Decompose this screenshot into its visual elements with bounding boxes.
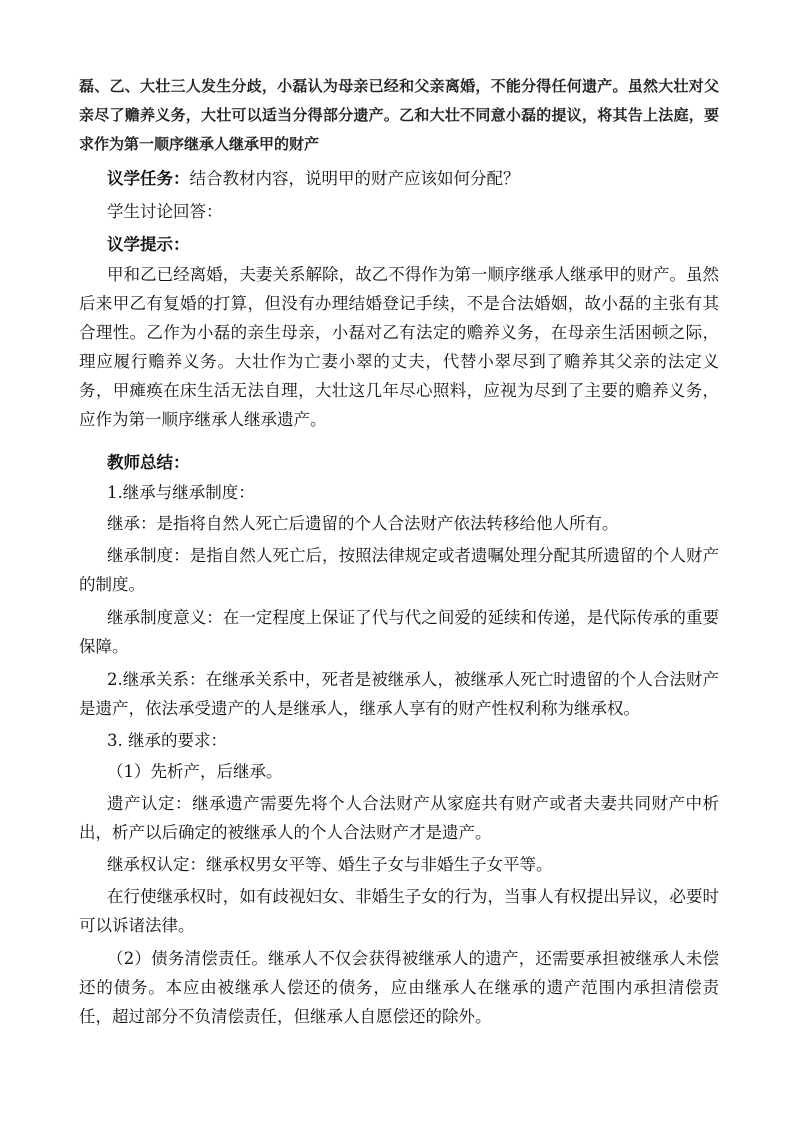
inheritance-system-definition: 继承制度：是指自然人死亡后，按照法律规定或者遗嘱处理分配其所遗留的个人财产的制度。: [79, 546, 719, 594]
inheritance-definition: 继承：是指将自然人死亡后遗留的个人合法财产依法转移给他人所有。: [107, 514, 619, 533]
requirement-1: （1）先析产，后继承。: [107, 762, 283, 781]
task-paragraph: [79, 165, 719, 192]
hint-label: 议学提示：: [107, 235, 190, 254]
section-1-heading: 1.继承与继承制度：: [107, 483, 255, 502]
task-label: 议学任务：: [107, 169, 190, 188]
inheritance-right-identification: 继承权认定：继承权男女平等、婚生子女与非婚生子女平等。: [107, 855, 553, 874]
section-3-heading: 3. 继承的要求：: [107, 731, 227, 750]
hint-text: 甲和乙已经离婚，夫妻关系解除，故乙不得作为第一顺序继承人继承甲的财产。虽然后来甲乙有复婚的打算，但没有办理结婚登记手续，不是合法婚姻，故小磊的主张有其合理性。乙作为小磊的亲生母亲，小磊对乙有法定的赡养义务，在母亲生活困顿之际，理应履行赡养义务。大壮作为亡妻小翠的丈夫，代替小翠尽到了赡养其父亲的法定义务，甲瘫痪在床生活无法自理，大壮这几年尽心照料，应视为尽到了主要的赡养义务，应作为第一顺序继承人继承遗产。: [79, 265, 719, 429]
objection-rule: 在行使继承权时，如有歧视妇女、非婚生子女的行为，当事人有权提出异议，必要时可以诉诸法律。: [79, 887, 719, 935]
summary-label: 教师总结：: [107, 453, 190, 472]
case-text: 磊、乙、大壮三人发生分歧，小磊认为母亲已经和父亲离婚，不能分得任何遗产。虽然大壮对父亲尽了赡养义务，大壮可以适当分得部分遗产。乙和大壮不同意小磊的提议，将其告上法庭，要求作为第一顺序继承人继承甲的财产: [79, 77, 719, 153]
task-text: 结合教材内容，说明甲的财产应该如何分配？: [189, 169, 520, 188]
section-2-inheritance-relation: 2.继承关系：在继承关系中，死者是被继承人，被继承人死亡时遗留的个人合法财产是遗产，依法承受遗产的人是继承人，继承人享有的财产性权利称为继承权。: [79, 670, 719, 718]
discussion-text: 学生讨论回答：: [107, 202, 223, 221]
estate-identification: 遗产认定：继承遗产需要先将个人合法财产从家庭共有财产或者夫妻共同财产中析出，析产以后确定的被继承人的个人合法财产才是遗产。: [79, 794, 719, 842]
requirement-2-debt-liability: （2）债务清偿责任。继承人不仅会获得被继承人的遗产，还需要承担被继承人未偿还的债务。本应由被继承人偿还的债务，应由继承人在继承的遗产范围内承担清偿责任，超过部分不负清偿责任，但继承人自愿偿还的除外。: [79, 949, 719, 1026]
inheritance-system-meaning: 继承制度意义：在一定程度上保证了代与代之间爱的延续和传递，是代际传承的重要保障。: [79, 608, 719, 656]
